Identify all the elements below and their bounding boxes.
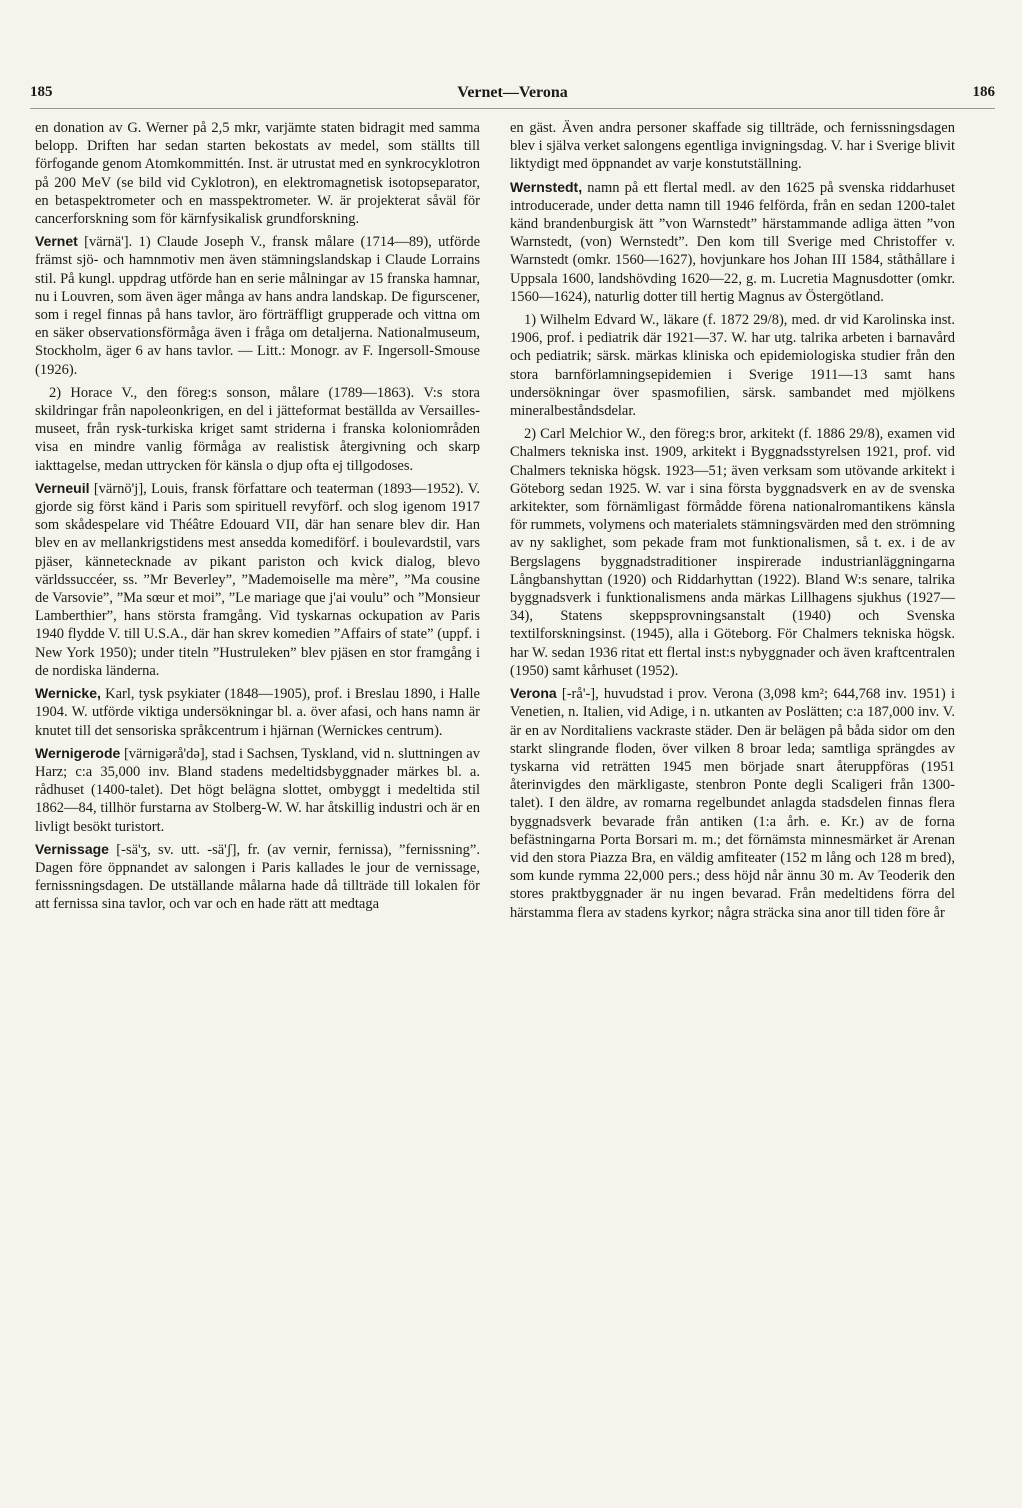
entry-paragraph <box>35 383 480 475</box>
entry-paragraph <box>510 424 955 680</box>
entry-text: [-rå'-], huvudstad i prov. Verona (3,098 km²; 644,768 inv. 1951) i Venetien, n. Italien, vid Adige, i n. utkanten av Poslätten; c:a 187,000 inv. V. är en av Norditaliens vackraste städer. Den är belägen på båda sidor om den starkt slingrande floden, över vilken 8 broar leda; samtliga sprängdes av tyskarna vid reträtten 1945 men började snart återuppföras (1951 återinvigdes den märkligaste, stenbron Ponte degli Scaligeri från 1300-talet). I den äldre, av romarna regelbundet anlagda stadsdelen finnas flera byggnadsverk bevarade från antiken (1:a årh. e. Kr.) av de forna befästningarna Porta Borsari m. m.; det förnämsta minnesmärket är Arenan vid den stora Piazza Bra, en väldig amfiteater (152 m lång och 128 m bred), som kunde rymma 22,000 pers.; dess höjd når ännu 30 m. Av Teoderik den stores praktbyggnader är nu ingen bevarad. Från medeltidens förra del härstamma flera av stadens kyrkor; några sträcka sina anor till tiden före år <box>510 686 955 921</box>
entry-headword: Verneuil <box>35 479 90 496</box>
entry-text: 2) Carl Melchior W., den föreg:s bror, arkitekt (f. 1886 29/8), examen vid Chalmers tekniska inst. 1909, arkitekt i Byggnadsstyrelsen 1921, prof. vid Chalmers tekniska högsk. 1923—51; även verksam som utövande arkitekt i Göteborg sedan 1925. W. var i sina första byggnadsverk en av de svenska arkitekter, som förnämligast förmådde förena nationalromantikens känsla för rummets, volymens och materialets stämningsvärden med den strömning av ny saklighet, som pekade fram mot funktionalismen, så t. ex. i de av Bergslagens byggnadstraditioner inspirerade industrianläggningarna Långbanshyttan (1920) och Riddarhyttan (1922). Bland W:s senare, talrika byggnadsverk i funktionalismens anda märkas Lillhagens sjukhus (1927—34), Statens skeppsprovningsanstalt (1940) och Svenska textilforskningsinst. (1945), alla i Göteborg. För Chalmers tekniska högsk. har W. sedan 1936 ritat ett flertal inst:s nybyggnader och även kraftcentralen (1950) samt kårhuset (1952). <box>510 426 955 679</box>
entry-text: [värnö'j], Louis, fransk författare och teaterman (1893—1952). V. gjorde sig först känd i Paris som spirituell revyförf. och slog igenom 1917 som skådespelare vid Théâtre Edouard VII, där han senare blev dir. Han blev en av mellankrigstidens mest ansedda komediförf. i boulevardstil, vars pjäser, kännetecknade av pikant pariston och kvick dialog, blevo världssuccéer, ss. ”Mr Beverley”, ”Mademoiselle ma mère”, ”Ma cousine de Varsovie”, ”Ma sœur et moi”, ”Le mariage que j'ai voulu” och ”Monsieur Lamberthier”, hans största framgång. Vid tyskarnas ockupation av Paris 1940 flydde V. till U.S.A., där han skrev komedien ”Affairs of state” (uppf. i New York 1950); under titeln ”Hustruleken” blev pjäsen en stor framgång i de nordiska länderna. <box>35 480 480 679</box>
running-title: Vernet—Verona <box>457 84 568 101</box>
entry-paragraph <box>35 118 480 228</box>
entry-headword: Verona <box>510 685 557 702</box>
page-header <box>30 84 995 110</box>
entry-text: 2) Horace V., den föreg:s sonson, målare (1789—1863). V:s stora skildringar från napoleonkrigen, en del i jätteformat beställda av Versailles-museet, från rysk-turkiska kriget samt striderna i franska koloniområden visa en mindre vanlig förmåga av realistisk återgivning och skarp iakttagelse, medan uttrycken för känsla o djup ofta ej tillgodoses. <box>35 384 480 474</box>
entry-text: [värnigərå'də], stad i Sachsen, Tyskland, vid n. sluttningen av Harz; c:a 35,000 inv. Bland stadens medeltidsbyggnader märkes bl. a. rådhuset (1400-talet). Det högt belägna slottet, ombyggt i medeltida stil 1862—84, tillhör furstarna av Stolberg-W. W. har åtskillig industri och är en livligt besökt turistort. <box>35 745 480 835</box>
entry-headword: Vernet <box>35 233 78 250</box>
entry-paragraph <box>510 684 955 922</box>
entry-text: namn på ett flertal medl. av den 1625 på svenska riddarhuset introducerade, under detta namn till 1946 felförda, från en sedan 1200-talet känd brandenburgisk ätt ”von Warnstedt” härstammande adliga ätten ”von Warnstedt, (von) Wernstedt”. Den kom till Sverige med Christoffer v. Warnstedt (omkr. 1560—1627), hovjunkare hos Johan III 1584, ståthållare i Uppsala 1600, landshövding 1620—22, g. m. Lucretia Magnusdotter (omkr. 1560—1624), naturlig dotter till hertig Magnus av Östergötland. <box>510 179 955 305</box>
left-column <box>35 118 480 1418</box>
entry-text: en donation av G. Werner på 2,5 mkr, varjämte staten bidragit med samma belopp. Driften har sedan starten bekostats av medel, som ställts till förfogande genom Atomkommittén. Inst. är utrustat med en synkrocyklotron på 200 MeV (se bild vid Cyklotron), en elektromagnetisk isotopseparator, en betaspektrometer och en masspektrometer. W. är projekterat såväl för cancerforskning som för kärnfysikalisk grundforskning. <box>35 120 480 228</box>
header-rule <box>30 108 995 109</box>
page-number-right: 186 <box>972 84 995 100</box>
page-number-left: 185 <box>30 84 53 100</box>
entry-paragraph <box>35 744 480 836</box>
entry-headword: Wernstedt, <box>510 178 583 195</box>
entry-text: 1) Wilhelm Edvard W., läkare (f. 1872 29/8), med. dr vid Karolinska inst. 1906, prof. i pediatrik där 1921—37. W. har utg. talrika arbeten i barnavård och pediatrik; särsk. märkas kliniska och epidemiologiska studier från den stora barnförlamningsepidemien i Sverige 1911—13 samt hans undersökningar över spasmofilien, särsk. sambandet med mjölkens mineralbeståndsdelar. <box>510 312 955 420</box>
entry-headword: Wernigerode <box>35 744 121 761</box>
entry-text: [värnä']. 1) Claude Joseph V., fransk målare (1714—89), utförde främst sjö- och hamnmotiv men även stämningslandskap i Claude Lorrains stil. På kungl. uppdrag utförde han en serie målningar av 15 franska hamnar, nu i Louvren, som även äger många av hans andra landskap. De figurscener, som i regel finnas på hans tavlor, äro förträffligt grupperade och vittna om en säker observationsförmåga även i fråga om detaljerna. Nationalmuseum, Stockholm, äger 6 av hans tavlor. — Litt.: Monogr. av F. Ingersoll-Smouse (1926). <box>35 234 480 378</box>
entry-headword: Vernissage <box>35 840 109 857</box>
entry-headword: Wernicke, <box>35 685 101 702</box>
entry-paragraph <box>510 178 955 306</box>
entry-paragraph <box>35 840 480 914</box>
entry-paragraph <box>510 310 955 420</box>
entry-paragraph <box>35 232 480 379</box>
right-column <box>510 118 955 1418</box>
entry-paragraph <box>35 479 480 680</box>
entry-text: en gäst. Även andra personer skaffade sig tillträde, och fernissningsdagen blev i själva verket salongens egentliga invigningsdag. V. har i Sverige blivit liktydigt med öppnandet av varje konstutställning. <box>510 120 955 173</box>
entry-text: Karl, tysk psykiater (1848—1905), prof. i Breslau 1890, i Halle 1904. W. utförde viktiga undersökningar bl. a. över afasi, och hans namn är knutet till det sensoriska språkcentrum i hjärnan (Wernickes centrum). <box>35 686 480 739</box>
entry-paragraph <box>510 118 955 174</box>
entry-text: [-sä'ʒ, sv. utt. -sä'ʃ], fr. (av vernir, fernissa), ”fernissning”. Dagen före öppnandet av salongen i Paris kallades le jour de vernissage, fernissningsdagen. De utställande målarna hade då tillträde till lokalen för att fernissa sina tavlor, och var och en hade rätt att medtaga <box>35 841 480 913</box>
entry-paragraph <box>35 684 480 740</box>
